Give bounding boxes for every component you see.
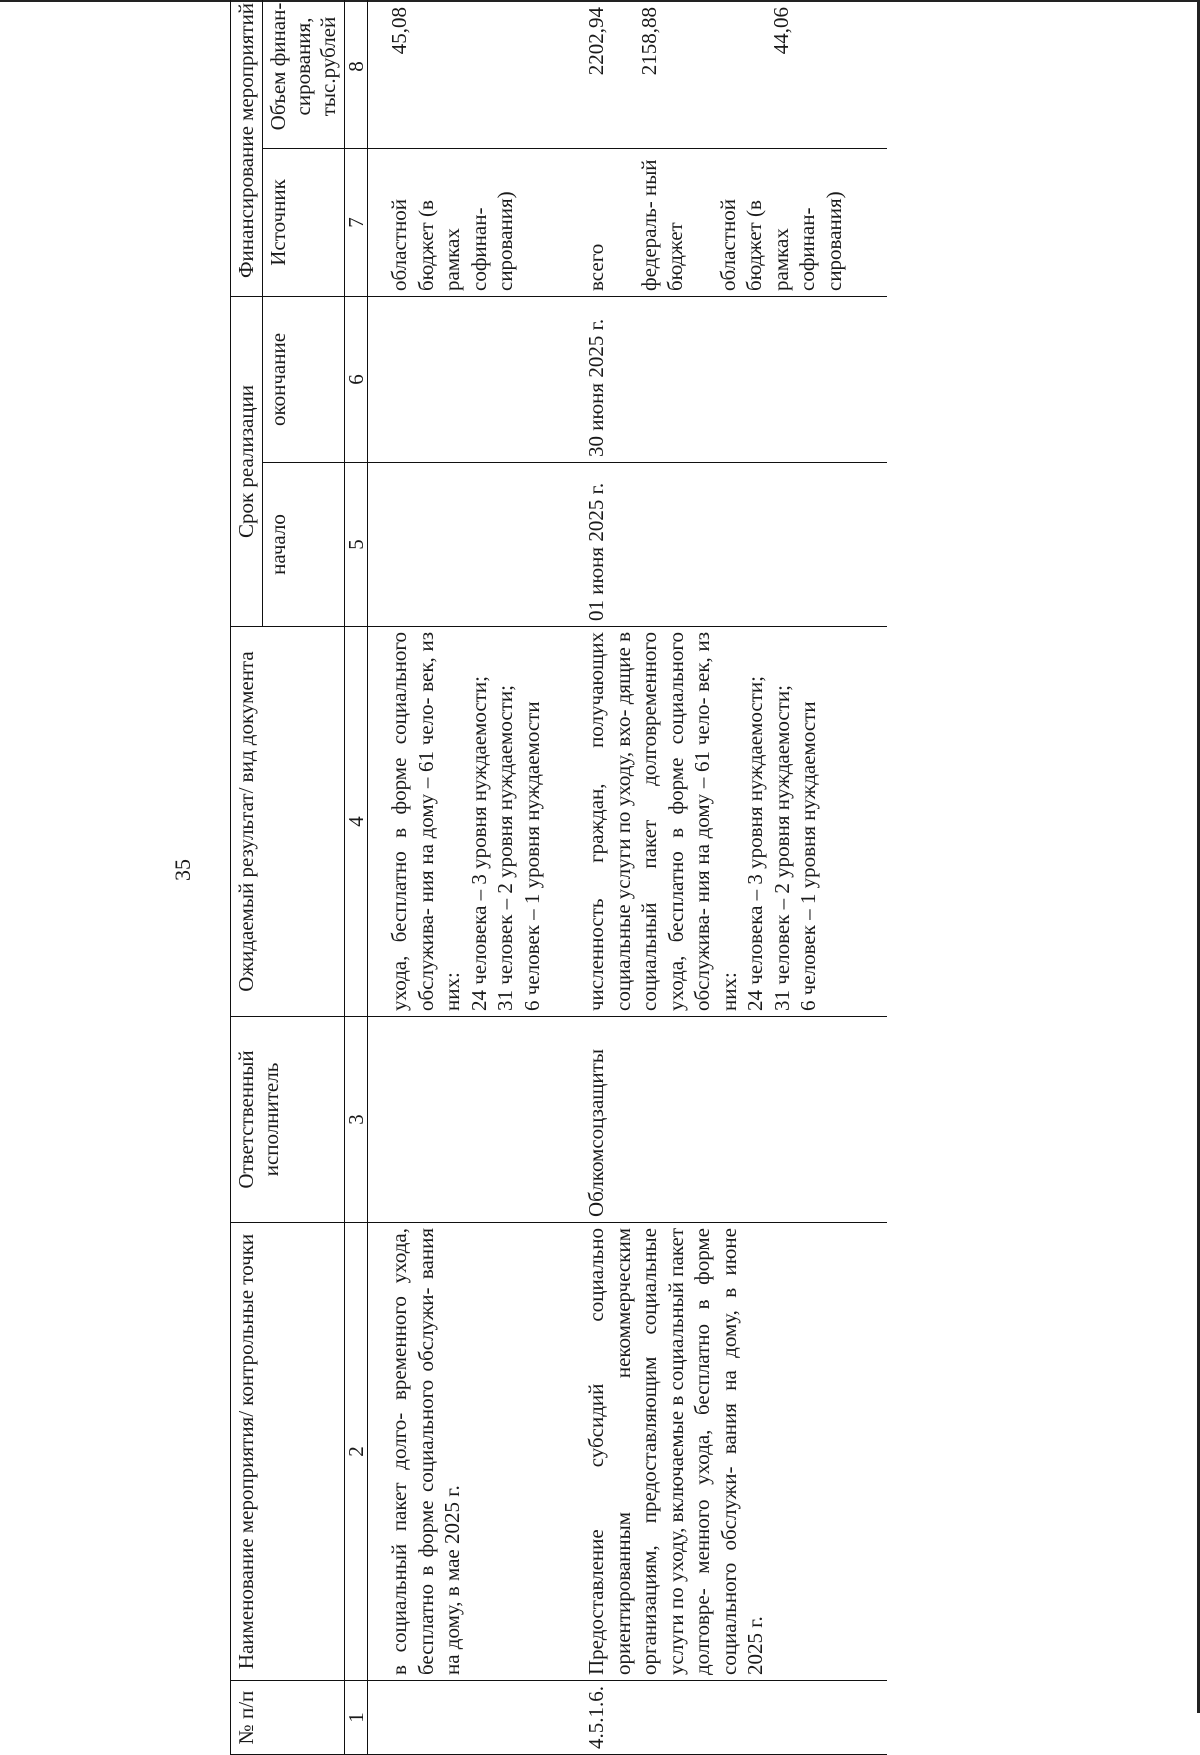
column-number: 6 bbox=[345, 297, 368, 463]
column-number: 1 bbox=[345, 1681, 368, 1755]
row-start: 01 июня 2025 г. bbox=[545, 463, 887, 627]
row-num: 4.5.1.6. bbox=[545, 1681, 887, 1755]
header-period-end: окончание bbox=[263, 297, 345, 463]
header-financing-volume: Объем финан- сирования, тыс.рублей bbox=[263, 0, 345, 149]
financing-amount: 44,06 bbox=[769, 7, 793, 55]
result-line: 24 человека – 3 уровня нуждаемости; bbox=[743, 676, 767, 1011]
row-amounts bbox=[368, 0, 546, 149]
row-start bbox=[368, 463, 546, 627]
header-row bbox=[231, 0, 263, 1755]
financing-source: областной бюджет (в рамках софинан- сирования) bbox=[715, 191, 846, 291]
result-line: 6 человек – 1 уровня нуждаемости bbox=[796, 701, 820, 1011]
financing-amount: 2202,94 bbox=[584, 7, 608, 76]
header-name: Наименование мероприятия/ контрольные точки bbox=[231, 1223, 345, 1681]
financing-source: федераль- ный бюджет bbox=[636, 159, 687, 291]
row-executor: Облкомсоцзащиты bbox=[545, 1017, 887, 1223]
column-number: 4 bbox=[345, 627, 368, 1017]
result-line: численность граждан, получающих социальные услуги по уходу, вхо- дящие в социальный пакет долговременного ухода, бесплатно в форме социального обслужива- ния на дому – 61 чело- век, из них: bbox=[584, 632, 741, 1011]
column-number: 2 bbox=[345, 1223, 368, 1681]
measures-table bbox=[230, 0, 887, 1755]
financing-source: всего bbox=[584, 243, 608, 291]
header-executor: Ответственный исполнитель bbox=[231, 1017, 345, 1223]
row-name: в социальный пакет долго- временного ухода, бесплатно в форме социального обслужи- вания на дому, в мае 2025 г. bbox=[368, 1223, 546, 1681]
rotated-page-content bbox=[168, 0, 953, 1755]
row-sources bbox=[368, 149, 546, 297]
column-number: 7 bbox=[345, 149, 368, 297]
table-row bbox=[368, 0, 546, 1755]
row-executor bbox=[368, 1017, 546, 1223]
column-number: 8 bbox=[345, 0, 368, 149]
column-number: 5 bbox=[345, 463, 368, 627]
header-financing: Финансирование мероприятий bbox=[231, 0, 263, 297]
result-line: 31 человек – 2 уровня нуждаемости; bbox=[493, 685, 517, 1011]
result-line: 6 человек – 1 уровня нуждаемости bbox=[519, 701, 544, 1011]
result-line: 24 человека – 3 уровня нуждаемости; bbox=[466, 676, 491, 1011]
row-result bbox=[368, 627, 546, 1017]
result-line: 31 человек – 2 уровня нуждаемости; bbox=[769, 685, 794, 1011]
row-amounts bbox=[545, 0, 887, 149]
header-num: № п/п bbox=[231, 1681, 345, 1755]
header-result: Ожидаемый результат/ вид документа bbox=[231, 627, 345, 1017]
row-name: Предоставление субсидий социально ориентированным некоммерческим организациям, предоставляющим социальные услуги по уходу, включаемые в социальный пакет долговре- менного ухода, бесплатно в форме социального обслужи- вания на дому, в июне 2025 г. bbox=[545, 1223, 887, 1681]
row-end bbox=[368, 297, 546, 463]
page-number: 35 bbox=[170, 859, 195, 881]
header-financing-source: Источник bbox=[263, 149, 345, 297]
row-end: 30 июня 2025 г. bbox=[545, 297, 887, 463]
row-sources bbox=[545, 149, 887, 297]
row-result bbox=[545, 627, 887, 1017]
row-num bbox=[368, 1681, 546, 1755]
financing-source: областной бюджет (в рамках софинан- сирования) bbox=[387, 191, 517, 291]
column-number-row bbox=[345, 0, 368, 1755]
financing-amount: 2158,88 bbox=[636, 7, 661, 76]
column-number: 3 bbox=[345, 1017, 368, 1223]
header-period: Срок реализации bbox=[231, 297, 263, 627]
financing-amount: 45,08 bbox=[387, 7, 411, 55]
header-period-start: начало bbox=[263, 463, 345, 627]
table-row bbox=[545, 0, 887, 1755]
result-line: ухода, бесплатно в форме социального обслужива- ния на дому – 61 чело- век, из них: bbox=[387, 632, 464, 1011]
